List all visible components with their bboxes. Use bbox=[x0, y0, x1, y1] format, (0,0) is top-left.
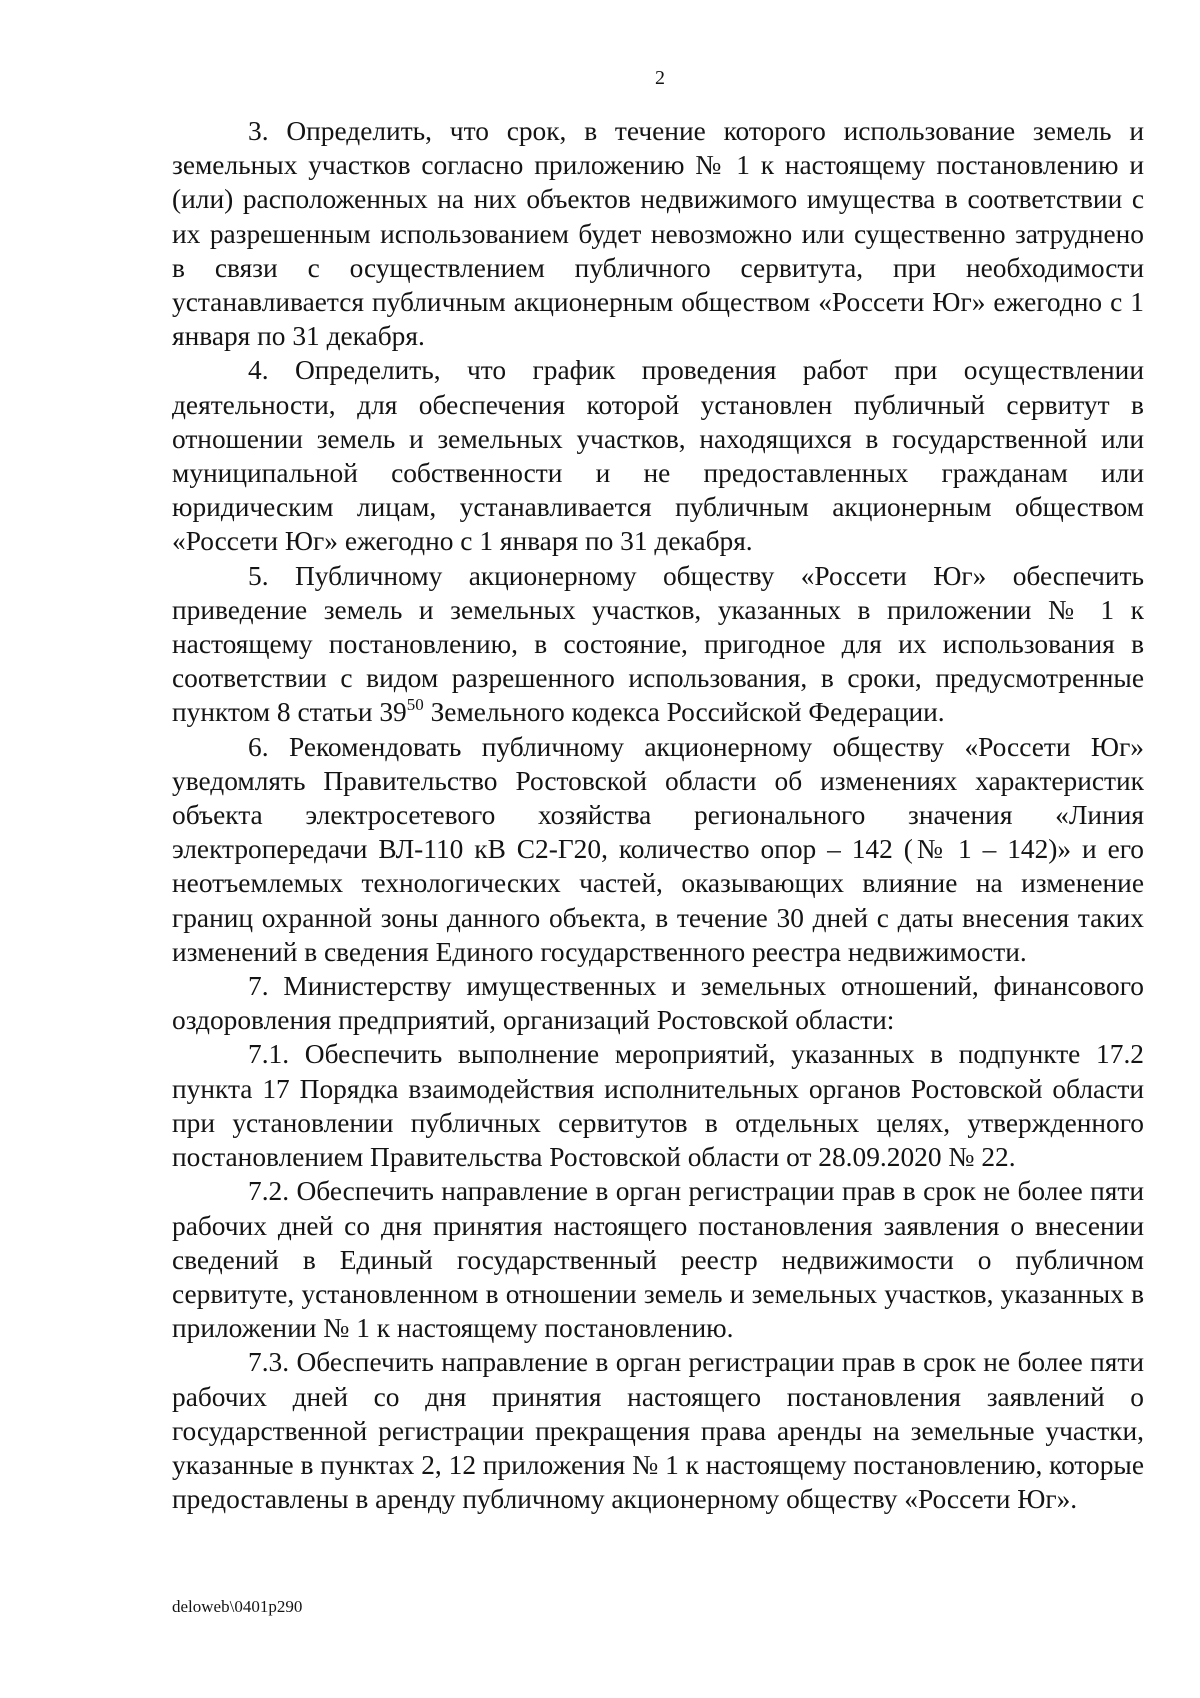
paragraph-7-1: 7.1. Обеспечить выполнение мероприятий, указанных в подпункте 17.2 пункта 17 Порядка взаимодействия исполнительных органов Ростовской области при установлении публичных сервитутов в отдельных целях, утвержденного постановлением Правительства Ростовской области от 28.09.2020 № 22. bbox=[172, 1039, 1144, 1173]
paragraph-5-text-after: Земельного кодекса Российской Федерации. bbox=[423, 697, 945, 728]
footer-document-code: deloweb\0401p290 bbox=[172, 1597, 303, 1616]
paragraph-7-2: 7.2. Обеспечить направление в орган регистрации прав в срок не более пяти рабочих дней со дня принятия настоящего постановления заявления о внесении сведений в Единый государственный реестр недвижимости о публичном сервитуте, установленном в отношении земель и земельных участков, указанных в приложении № 1 к настоящему постановлению. bbox=[172, 1176, 1144, 1344]
paragraph-5-text-before: 5. Публичному акционерному обществу «Россети Юг» обеспечить приведение земель и земельных участков, указанных в приложении № 1 к настоящему постановлению, в состояние, пригодное для их использования в соответствии с видом разрешенного использования, в сроки, предусмотренные пунктом 8 статьи 39 bbox=[172, 560, 1144, 728]
paragraph-6: 6. Рекомендовать публичному акционерному обществу «Россети Юг» уведомлять Правительство Ростовской области об изменениях характеристик объекта электросетевого хозяйства регионального значения «Линия электропередачи ВЛ-110 кВ С2-Г20, количество опор – 142 (№ 1 – 142)» и его неотъемлемых технологических частей, оказывающих влияние на изменение границ охранной зоны данного объекта, в течение 30 дней с даты внесения таких изменений в сведения Единого государственного реестра недвижимости. bbox=[172, 731, 1144, 967]
paragraph-3: 3. Определить, что срок, в течение которого использование земель и земельных участков согласно приложению № 1 к настоящему постановлению и (или) расположенных на них объектов недвижимого имущества в соответствии с их разрешенным использованием будет невозможно или существенно затруднено в связи с осуществлением публичного сервитута, при необходимости устанавливается публичным акционерным обществом «Россети Юг» ежегодно с 1 января по 31 декабря. bbox=[172, 116, 1144, 352]
paragraph-5 bbox=[172, 559, 1144, 730]
paragraph-4: 4. Определить, что график проведения работ при осуществлении деятельности, для обеспечения которой установлен публичный сервитут в отношении земель и земельных участков, находящихся в государственной или муниципальной собственности и не предоставленных гражданам или юридическим лицам, устанавливается публичным акционерным обществом «Россети Юг» ежегодно с 1 января по 31 декабря. bbox=[172, 355, 1144, 557]
paragraph-7-3: 7.3. Обеспечить направление в орган регистрации прав в срок не более пяти рабочих дней со дня принятия настоящего постановления заявлений о государственной регистрации прекращения права аренды на земельные участки, указанные в пунктах 2, 12 приложения № 1 к настоящему постановлению, которые предоставлены в аренду публичному акционерному обществу «Россети Юг». bbox=[172, 1347, 1144, 1515]
page-number: 2 bbox=[655, 67, 665, 89]
paragraph-7: 7. Министерству имущественных и земельных отношений, финансового оздоровления предприятий, организаций Ростовской области: bbox=[172, 971, 1144, 1036]
document-body bbox=[172, 114, 1144, 1516]
paragraph-5-superscript: 50 bbox=[406, 695, 424, 715]
